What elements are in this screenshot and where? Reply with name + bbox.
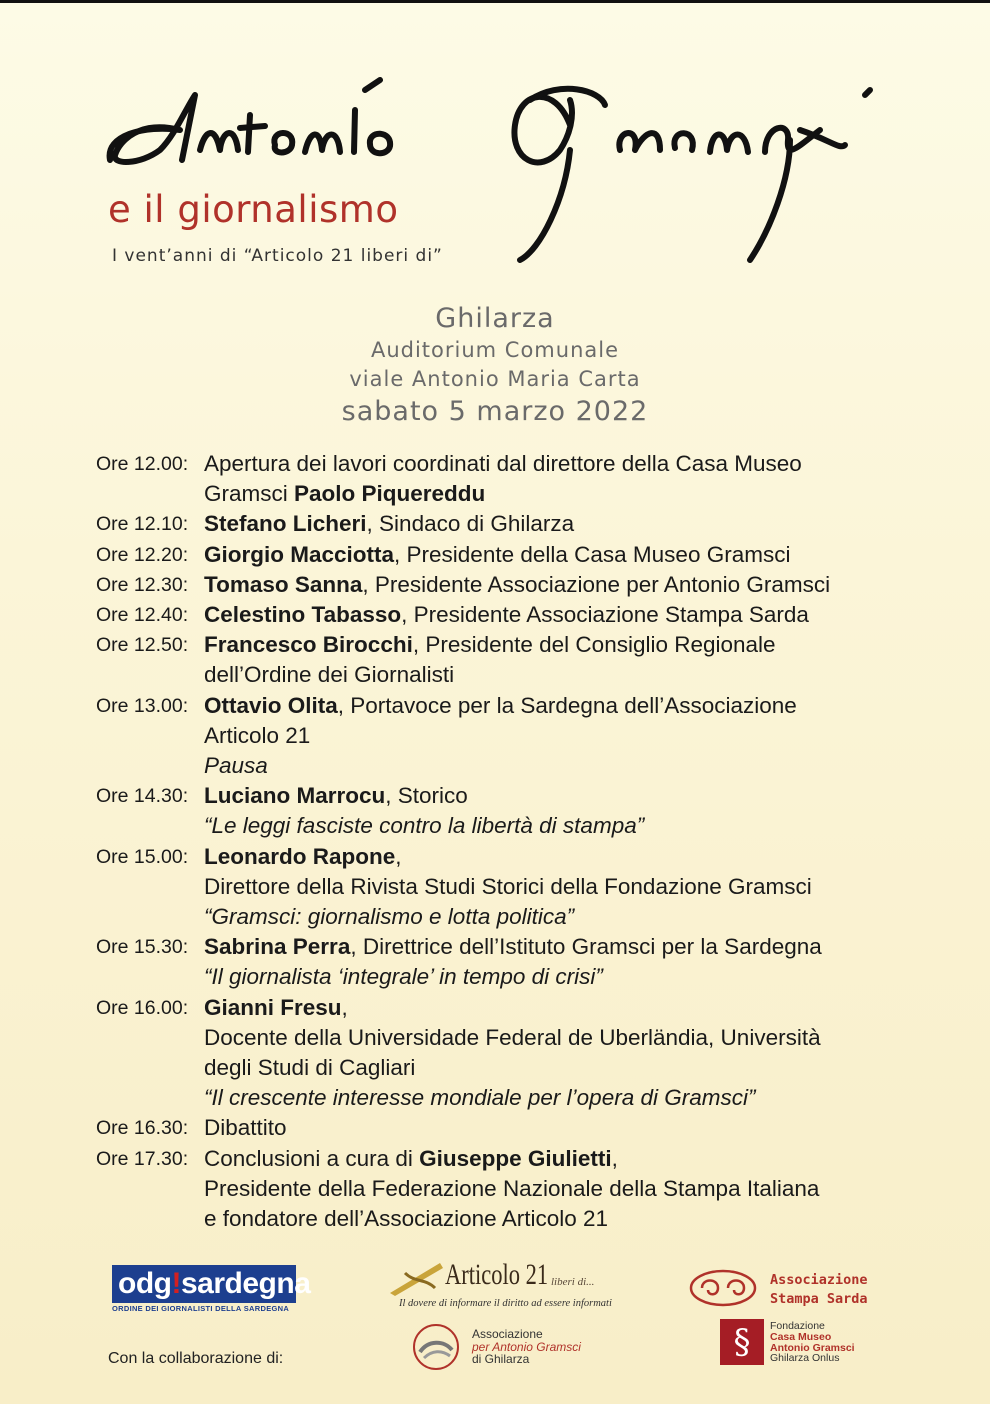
program-text: , Presidente Associazione Stampa Sarda bbox=[401, 602, 809, 628]
program-text: Docente della Universidade Federal de Uberländia, Università bbox=[204, 1024, 821, 1050]
program-line bbox=[204, 1204, 916, 1234]
program-line bbox=[204, 1174, 916, 1204]
program-line bbox=[204, 660, 916, 690]
program-line bbox=[204, 449, 916, 479]
program-description bbox=[204, 781, 916, 841]
program-time: Ore 16.00: bbox=[96, 996, 189, 1019]
program-time: Ore 12.30: bbox=[96, 573, 189, 596]
pen-icon bbox=[385, 1258, 445, 1298]
program-line bbox=[204, 932, 916, 962]
program-text: , Storico bbox=[385, 783, 468, 809]
program-description bbox=[204, 691, 916, 782]
program-text: , bbox=[395, 843, 402, 869]
program-description bbox=[204, 932, 916, 992]
event-tagline: I vent’anni di “Articolo 21 liberi di” bbox=[112, 246, 443, 266]
program-text: Conclusioni a cura di bbox=[204, 1145, 420, 1171]
program-text: dell’Ordine dei Giornalisti bbox=[204, 662, 455, 688]
speaker-name: Gianni Fresu bbox=[204, 994, 342, 1020]
program-line bbox=[204, 872, 916, 902]
program-description bbox=[204, 449, 916, 509]
program-line bbox=[204, 1023, 916, 1053]
program-line bbox=[204, 479, 916, 509]
program-time: Ore 12.50: bbox=[96, 634, 189, 657]
program-line bbox=[204, 1083, 916, 1113]
fondazione-casa-museo-logo bbox=[720, 1319, 880, 1369]
fcm-line4: Ghilarza Onlus bbox=[770, 1352, 840, 1365]
program-text: , bbox=[341, 994, 348, 1020]
program-text: Articolo 21 bbox=[204, 722, 311, 748]
program-item bbox=[96, 1144, 916, 1235]
program-line bbox=[204, 902, 916, 932]
program-text: “Il crescente interesse mondiale per l’opera di Gramsci” bbox=[204, 1085, 756, 1111]
program-item bbox=[96, 691, 916, 782]
program-text: Gramsci bbox=[204, 481, 294, 507]
program-list bbox=[96, 449, 916, 1234]
odg-sardegna-logo bbox=[112, 1265, 311, 1315]
fcm-line1: Fondazione bbox=[770, 1320, 825, 1332]
spiral-icon bbox=[688, 1268, 758, 1308]
odg-logo-exclaim: ! bbox=[171, 1267, 181, 1300]
program-description bbox=[204, 600, 916, 630]
speaker-name: Tomaso Sanna bbox=[204, 571, 363, 597]
program-description bbox=[204, 1113, 916, 1143]
fcm-line3: Antonio Gramsci bbox=[770, 1341, 855, 1354]
program-line bbox=[204, 993, 916, 1023]
program-item bbox=[96, 630, 916, 690]
program-line bbox=[204, 811, 916, 841]
speaker-name: Francesco Birocchi bbox=[204, 632, 413, 658]
assoc-gramsci-line2: per Antonio Gramsci bbox=[472, 1339, 581, 1354]
program-text: Direttore della Rivista Studi Storici della Fondazione Gramsci bbox=[204, 873, 812, 899]
program-text: e fondatore dell’Associazione Articolo 21 bbox=[204, 1206, 609, 1232]
program-text: Apertura dei lavori coordinati dal direttore della Casa Museo bbox=[204, 451, 802, 476]
assoc-gramsci-line3: di Ghilarza bbox=[472, 1352, 530, 1366]
stampa-sarda-logo bbox=[688, 1268, 888, 1308]
articolo21-motto: Il dovere di informare il diritto ad essere informati bbox=[399, 1298, 612, 1309]
speaker-name: Stefano Licheri bbox=[204, 511, 367, 537]
program-item bbox=[96, 993, 916, 1114]
speaker-name: Luciano Marrocu bbox=[204, 783, 386, 809]
program-line bbox=[204, 600, 916, 630]
program-line bbox=[204, 721, 916, 751]
program-item bbox=[96, 932, 916, 992]
venue-address: viale Antonio Maria Carta bbox=[349, 367, 641, 391]
program-text: “Gramsci: giornalismo e lotta politica” bbox=[204, 904, 575, 930]
program-description bbox=[204, 993, 916, 1114]
program-time: Ore 17.30: bbox=[96, 1147, 189, 1170]
hands-icon bbox=[408, 1322, 466, 1372]
program-text: Pausa bbox=[204, 753, 268, 779]
top-border bbox=[0, 0, 990, 3]
event-subtitle: e il giornalismo bbox=[108, 188, 399, 231]
stampa-sarda-line2: Stampa Sarda bbox=[770, 1291, 868, 1307]
program-item bbox=[96, 781, 916, 841]
odg-logo-text-a: odg bbox=[118, 1267, 172, 1300]
program-item bbox=[96, 509, 916, 539]
program-time: Ore 12.40: bbox=[96, 604, 189, 627]
program-line bbox=[204, 540, 916, 570]
program-text: , Presidente della Casa Museo Gramsci bbox=[394, 541, 791, 567]
program-item bbox=[96, 1113, 916, 1143]
program-description bbox=[204, 842, 916, 933]
program-time: Ore 14.30: bbox=[96, 785, 189, 808]
collaboration-label: Con la collaborazione di: bbox=[108, 1350, 284, 1367]
program-line bbox=[204, 751, 916, 781]
speaker-name: Paolo Piquereddu bbox=[294, 481, 486, 507]
venue-place: Auditorium Comunale bbox=[370, 338, 620, 362]
program-time: Ore 12.00: bbox=[96, 453, 189, 475]
associazione-gramsci-logo bbox=[408, 1322, 608, 1372]
program-line bbox=[204, 781, 916, 811]
program-text: degli Studi di Cagliari bbox=[204, 1055, 416, 1081]
stampa-sarda-line1: Associazione bbox=[770, 1272, 868, 1288]
program-description bbox=[204, 1144, 916, 1235]
speaker-name: Giuseppe Giulietti bbox=[419, 1145, 612, 1171]
program-time: Ore 16.30: bbox=[96, 1117, 189, 1140]
articolo21-logo bbox=[385, 1258, 625, 1318]
program-item bbox=[96, 600, 916, 630]
program-text: , bbox=[611, 1145, 618, 1171]
program-text: , Sindaco di Ghilarza bbox=[366, 511, 575, 537]
program-line bbox=[204, 630, 916, 660]
section-sign-icon: § bbox=[720, 1319, 764, 1365]
program-line bbox=[204, 842, 916, 872]
program-text: , Direttrice dell’Istituto Gramsci per la Sardegna bbox=[350, 934, 822, 960]
program-text: , Portavoce per la Sardegna dell’Associazione bbox=[337, 692, 797, 718]
program-description bbox=[204, 509, 916, 539]
program-line bbox=[204, 1144, 916, 1174]
program-text: , Presidente del Consiglio Regionale bbox=[412, 632, 776, 658]
program-description bbox=[204, 570, 916, 600]
venue-city: Ghilarza bbox=[435, 303, 555, 334]
articolo21-title: Articolo 21 bbox=[445, 1258, 549, 1291]
program-description bbox=[204, 630, 916, 690]
program-time: Ore 12.10: bbox=[96, 513, 189, 536]
program-time: Ore 12.20: bbox=[96, 543, 189, 566]
program-line bbox=[204, 691, 916, 721]
speaker-name: Sabrina Perra bbox=[204, 934, 351, 960]
program-text: Dibattito bbox=[204, 1115, 287, 1141]
signature-image bbox=[100, 70, 900, 270]
program-line bbox=[204, 1113, 916, 1143]
program-line bbox=[204, 1053, 916, 1083]
program-item bbox=[96, 449, 916, 509]
odg-logo-text-b: sardegna bbox=[180, 1267, 311, 1300]
program-time: Ore 15.30: bbox=[96, 936, 189, 959]
program-text: Presidente della Federazione Nazionale della Stampa Italiana bbox=[204, 1175, 820, 1201]
program-time: Ore 13.00: bbox=[96, 694, 189, 717]
program-text: “Le leggi fasciste contro la libertà di stampa” bbox=[204, 813, 645, 839]
program-item bbox=[96, 540, 916, 570]
program-description bbox=[204, 540, 916, 570]
assoc-gramsci-line1: Associazione bbox=[472, 1327, 543, 1341]
program-line bbox=[204, 962, 916, 992]
program-line bbox=[204, 570, 916, 600]
fcm-line2: Casa Museo bbox=[770, 1330, 832, 1343]
speaker-name: Leonardo Rapone bbox=[204, 843, 396, 869]
odg-logo-subtitle: ORDINE DEI GIORNALISTI DELLA SARDEGNA bbox=[112, 1304, 290, 1313]
articolo21-liberi: liberi di... bbox=[551, 1276, 595, 1288]
event-date: sabato 5 marzo 2022 bbox=[341, 396, 649, 427]
program-text: , Presidente Associazione per Antonio Gramsci bbox=[362, 571, 831, 597]
program-item bbox=[96, 570, 916, 600]
program-text: “Il giornalista ‘integrale’ in tempo di crisi” bbox=[204, 964, 603, 990]
speaker-name: Celestino Tabasso bbox=[204, 602, 402, 628]
program-time: Ore 15.00: bbox=[96, 845, 189, 868]
program-item bbox=[96, 842, 916, 933]
speaker-name: Ottavio Olita bbox=[204, 692, 338, 718]
program-line bbox=[204, 509, 916, 539]
speaker-name: Giorgio Macciotta bbox=[204, 541, 395, 567]
